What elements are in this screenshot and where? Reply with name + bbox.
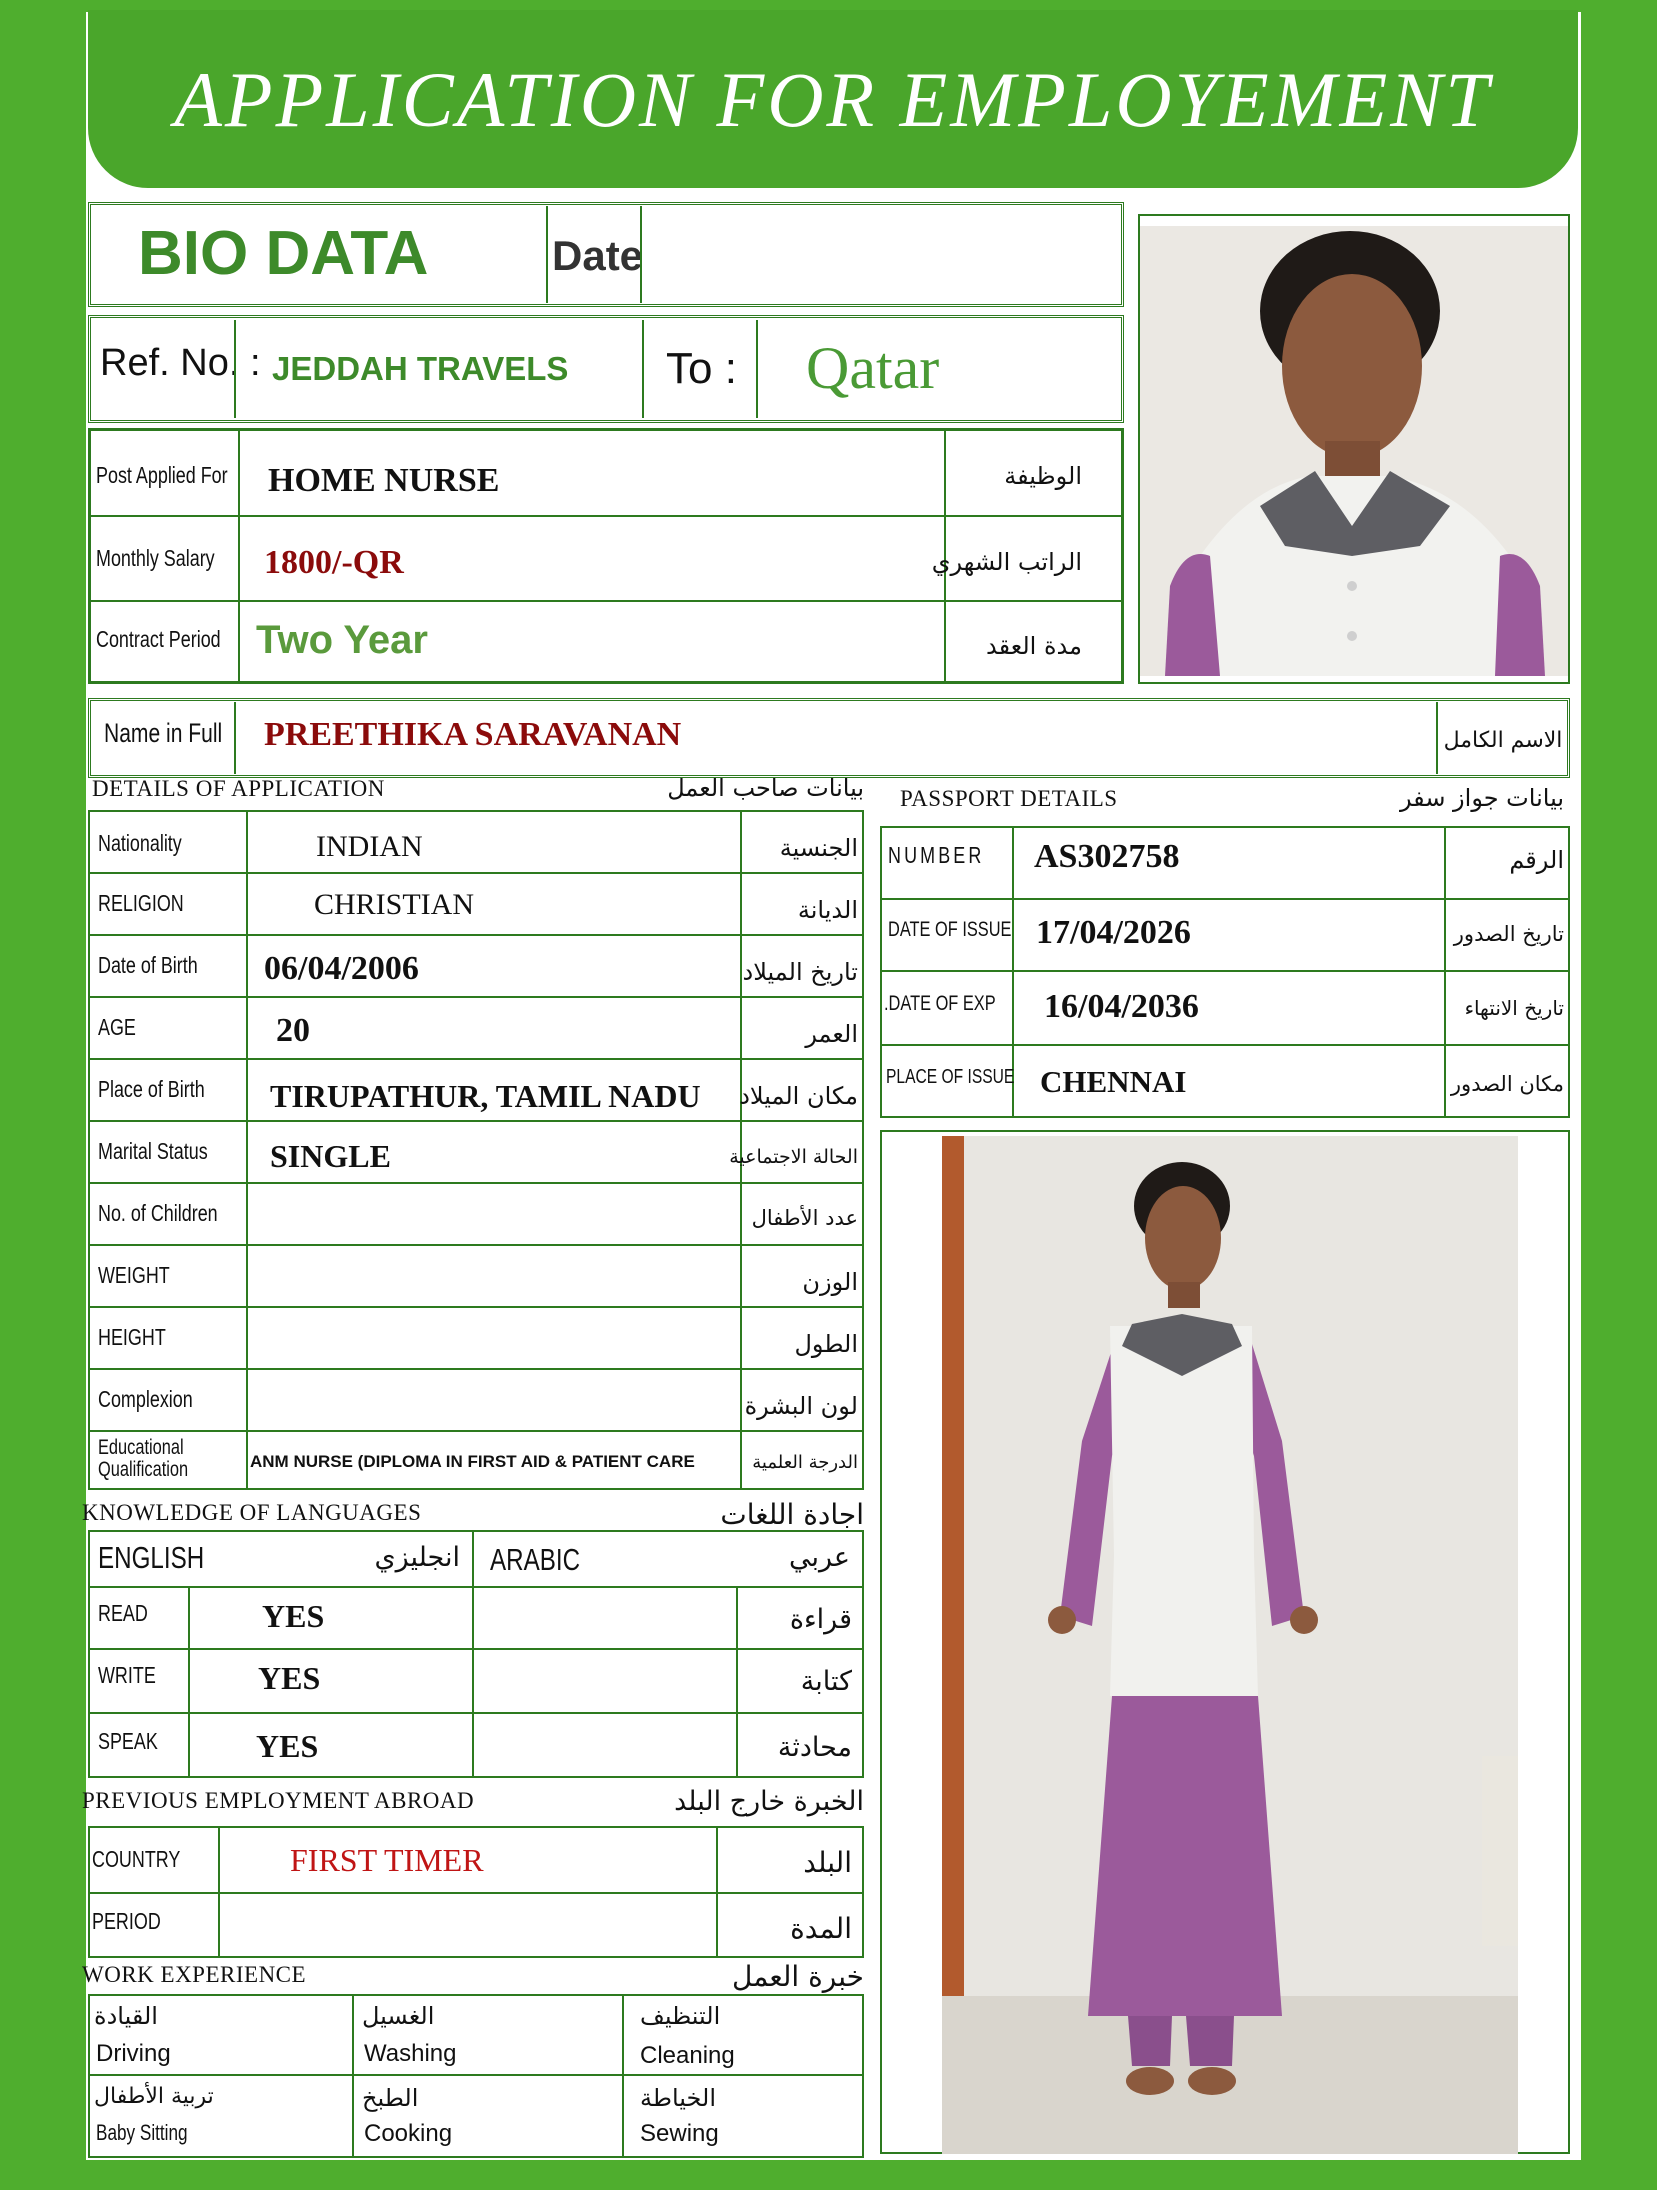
dob-value: 06/04/2006	[264, 950, 419, 987]
name-divider-2	[1436, 702, 1438, 774]
driving-label: Driving	[96, 2040, 171, 2067]
app-line-2	[90, 934, 862, 936]
post-label: Post Applied For	[96, 462, 228, 488]
weight-label-ar: الوزن	[802, 1268, 858, 1296]
passport-line-3	[882, 1044, 1568, 1046]
previous-col-2	[716, 1828, 718, 1956]
country-value: FIRST TIMER	[290, 1842, 484, 1878]
weight-label: WEIGHT	[98, 1262, 170, 1288]
languages-title-ar: اجادة اللغات	[720, 1498, 864, 1531]
to-label: To :	[666, 344, 737, 393]
ref-value: JEDDAH TRAVELS	[272, 350, 569, 387]
education-label-ar: الدرجة العلمية	[752, 1452, 858, 1473]
english-header: ENGLISH	[98, 1540, 205, 1575]
speak-label-ar: محادثة	[777, 1732, 852, 1763]
passport-title: PASSPORT DETAILS	[900, 786, 1118, 811]
salary-value: 1800/-QR	[264, 544, 404, 581]
lang-line-3	[90, 1712, 862, 1714]
ref-label: Ref. No. :	[100, 342, 261, 384]
application-title-ar: بيانات صاحب العمل	[667, 774, 864, 802]
arabic-header: ARABIC	[490, 1542, 581, 1577]
cooking-ar: الطبخ	[362, 2084, 419, 2112]
name-label: Name in Full	[104, 718, 223, 748]
previous-title-ar: الخبرة خارج البلد	[674, 1786, 864, 1817]
previous-col-1	[218, 1828, 220, 1956]
ref-divider	[234, 320, 236, 418]
babysitting-label: Baby Sitting	[96, 2120, 188, 2145]
age-value: 20	[276, 1012, 310, 1049]
expiry-date-value: 16/04/2036	[1044, 988, 1199, 1025]
biodata-divider	[546, 206, 548, 303]
dob-label: Date of Birth	[98, 952, 198, 978]
read-english-value: YES	[262, 1598, 325, 1634]
issue-date-label: DATE OF ISSUE	[888, 918, 1012, 941]
age-label: AGE	[98, 1014, 136, 1040]
country-label-ar: البلد	[803, 1846, 852, 1879]
post-label-ar: الوظيفة	[1004, 462, 1082, 490]
nationality-label-ar: الجنسية	[779, 834, 858, 862]
cooking-label: Cooking	[364, 2120, 453, 2147]
washing-label: Washing	[364, 2040, 457, 2067]
app-line-4	[90, 1058, 862, 1060]
to-value-divider	[756, 320, 758, 418]
experience-col-2	[622, 1996, 624, 2156]
lang-line-2	[90, 1648, 862, 1650]
previous-title: PREVIOUS EMPLOYMENT ABROAD	[82, 1788, 475, 1813]
write-label: WRITE	[98, 1662, 156, 1688]
washing-ar: الغسيل	[362, 2002, 435, 2030]
sewing-ar: الخياطة	[640, 2084, 716, 2112]
cleaning-label: Cleaning	[640, 2042, 735, 2069]
place-of-birth-label: Place of Birth	[98, 1076, 205, 1102]
experience-line-1	[90, 2074, 862, 2076]
place-of-birth-value: TIRUPATHUR, TAMIL NADU	[270, 1078, 701, 1114]
app-line-9	[90, 1368, 862, 1370]
marital-status-label: Marital Status	[98, 1138, 208, 1164]
app-line-5	[90, 1120, 862, 1122]
date-divider	[640, 206, 642, 303]
education-label-2: Qualification	[98, 1458, 189, 1481]
driving-ar: القيادة	[94, 2002, 158, 2030]
expiry-date-label: .DATE OF EXP	[884, 992, 996, 1015]
complexion-label-ar: لون البشرة	[744, 1392, 858, 1420]
application-col-1	[246, 812, 248, 1488]
app-line-8	[90, 1306, 862, 1308]
lang-col-3	[736, 1588, 738, 1776]
contract-label: Contract Period	[96, 626, 221, 652]
cleaning-ar: التنظيف	[640, 2002, 721, 2030]
name-label-ar: الاسم الكامل	[1443, 728, 1563, 753]
biodata-title: BIO DATA	[138, 219, 429, 288]
to-value: Qatar	[806, 335, 940, 401]
passport-number-label: NUMBER	[888, 842, 985, 868]
read-label: READ	[98, 1600, 148, 1626]
speak-english-value: YES	[256, 1728, 319, 1764]
form-bottom-strip	[0, 2160, 1657, 2190]
read-label-ar: قراءة	[789, 1604, 852, 1635]
english-header-ar: انجليزي	[374, 1542, 460, 1573]
period-label: PERIOD	[92, 1908, 161, 1934]
passport-number-label-ar: الرقم	[1509, 846, 1564, 874]
issue-date-label-ar: تاريخ الصدور	[1453, 922, 1564, 946]
experience-title: WORK EXPERIENCE	[82, 1962, 307, 1987]
age-label-ar: العمر	[805, 1020, 858, 1048]
passport-line-2	[882, 970, 1568, 972]
previous-line-1	[90, 1892, 862, 1894]
passport-line-1	[882, 898, 1568, 900]
passport-number-value: AS302758	[1034, 838, 1180, 875]
experience-title-ar: خبرة العمل	[732, 1960, 864, 1993]
sewing-label: Sewing	[640, 2120, 719, 2147]
dob-label-ar: تاريخ الميلاد	[742, 958, 858, 986]
write-label-ar: كتابة	[800, 1666, 852, 1697]
app-line-7	[90, 1244, 862, 1246]
date-label: Date	[552, 232, 644, 279]
country-label: COUNTRY	[92, 1846, 181, 1872]
issue-date-value: 17/04/2026	[1036, 914, 1191, 951]
page-title: APPLICATION FOR EMPLOYEMENT	[174, 56, 1492, 143]
marital-status-value: SINGLE	[270, 1138, 391, 1174]
post-row-line-2	[90, 600, 1122, 602]
contract-value: Two Year	[256, 618, 428, 662]
post-value: HOME NURSE	[268, 462, 500, 499]
name-value: PREETHIKA SARAVANAN	[264, 716, 682, 753]
religion-value: CHRISTIAN	[314, 888, 475, 921]
salary-label: Monthly Salary	[96, 545, 215, 571]
passport-title-ar: بيانات جواز سفر	[1399, 784, 1564, 812]
education-label-1: Educational	[98, 1436, 184, 1459]
lang-line-1	[90, 1586, 862, 1588]
children-label: No. of Children	[98, 1200, 218, 1226]
name-divider-1	[234, 702, 236, 774]
lang-col-1	[188, 1588, 190, 1776]
nationality-value: INDIAN	[316, 830, 423, 863]
write-english-value: YES	[258, 1660, 321, 1696]
babysitting-ar: تربية الأطفال	[94, 2084, 214, 2109]
experience-col-1	[352, 1996, 354, 2156]
place-of-issue-label-ar: مكان الصدور	[1450, 1072, 1564, 1096]
education-value: ANM NURSE (DIPLOMA IN FIRST AID & PATIENT CARE	[250, 1452, 695, 1471]
height-label: HEIGHT	[98, 1324, 166, 1350]
app-line-6	[90, 1182, 862, 1184]
lang-col-2	[472, 1532, 474, 1776]
expiry-date-label-ar: تاريخ الانتهاء	[1464, 996, 1564, 1020]
contract-label-ar: مدة العقد	[986, 632, 1082, 660]
period-label-ar: المدة	[790, 1912, 852, 1945]
full-length-photo	[942, 1136, 1518, 2154]
religion-label-ar: الديانة	[797, 896, 858, 924]
children-label-ar: عدد الأطفال	[751, 1206, 858, 1230]
complexion-label: Complexion	[98, 1386, 193, 1412]
nationality-label: Nationality	[98, 830, 182, 856]
speak-label: SPEAK	[98, 1728, 158, 1754]
marital-status-label-ar: الحالة الاجتماعية	[729, 1146, 858, 1168]
place-of-issue-value: CHENNAI	[1040, 1064, 1187, 1099]
place-of-birth-label-ar: مكان الميلاد	[739, 1082, 858, 1110]
application-title: DETAILS OF APPLICATION	[92, 776, 385, 801]
post-row-line-1	[90, 515, 1122, 517]
passport-col-2	[1444, 828, 1446, 1116]
app-line-3	[90, 996, 862, 998]
place-of-issue-label: PLACE OF ISSUE	[886, 1066, 1015, 1088]
salary-label-ar: الراتب الشهري	[931, 548, 1082, 576]
languages-title: KNOWLEDGE OF LANGUAGES	[82, 1500, 422, 1525]
arabic-header-ar: عربي	[788, 1542, 850, 1573]
religion-label: RELIGION	[98, 890, 184, 916]
app-line-10	[90, 1430, 862, 1432]
to-divider	[642, 320, 644, 418]
height-label-ar: الطول	[794, 1330, 858, 1358]
portrait-photo	[1140, 226, 1568, 676]
app-line-1	[90, 872, 862, 874]
